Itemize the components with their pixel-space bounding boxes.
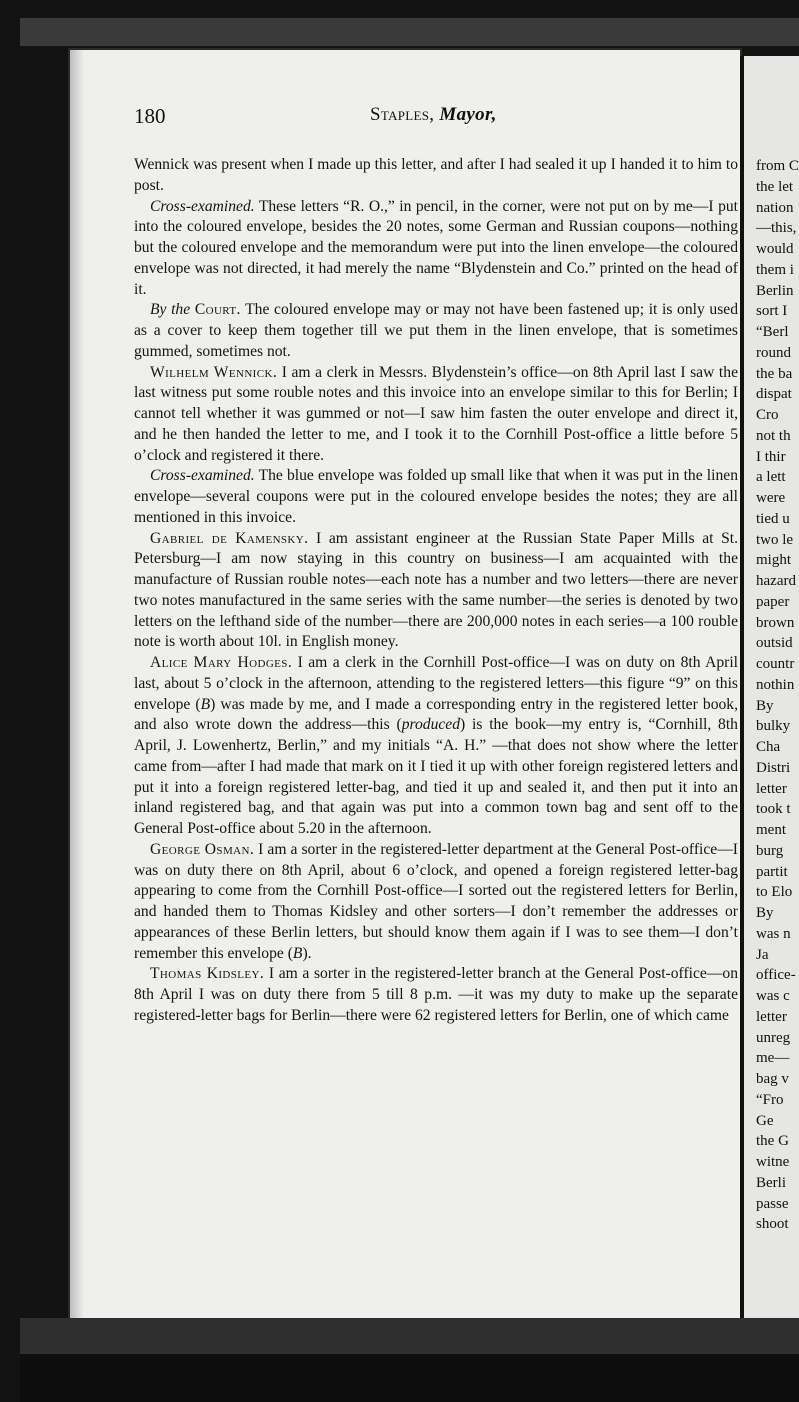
facing-page-line: Distri <box>756 759 791 776</box>
facing-page-line: unreg <box>756 1029 791 1046</box>
witness-name: Wilhelm Wennick. <box>150 363 278 381</box>
paragraph-text: I am a sorter in the registered-letter branch at the General Post-office—on 8th April I was on duty there from 5 till 8 p.m. —it was my duty to make up the separate registered-letter bags for Berlin—there were 62 registered letters for Berlin, one of which came <box>134 965 738 1024</box>
facing-page-line: the G <box>756 1133 789 1150</box>
witness-name: George Osman. <box>150 840 255 858</box>
exhibit-mark: B <box>200 695 211 713</box>
paragraph-text: I am a sorter in the registered-letter department at the General Post-office—I was on duty there on 8th April, about 6 o’clock, and opened a foreign registered letter-bag appearing to come from the Cornhill Post-office—I sorted out the registered letters for Berlin, and handed them to Thomas Kidsley and other sorters—I don’t remember the addresses or appearances of these Berlin letters, but should know them again if I was to see them—I don’t remember this envelope ( <box>134 840 738 962</box>
facing-page-line: was c <box>756 988 790 1004</box>
paragraph-witness-hodges <box>134 653 738 840</box>
page-number: 180 <box>134 104 166 128</box>
facing-page-line: —this, <box>756 220 797 237</box>
cross-examined-label: Cross-examined. <box>150 197 255 215</box>
running-head-name: Staples, <box>370 104 435 125</box>
facing-page-line: sort I <box>756 303 788 320</box>
paragraph-cross-examination <box>134 197 738 301</box>
facing-page-line: not th <box>756 427 791 444</box>
facing-page-line: countr <box>756 656 795 672</box>
court-label: Court. <box>194 301 241 319</box>
witness-name: Thomas Kidsley. <box>150 965 265 983</box>
facing-page-line: ment <box>756 822 786 838</box>
facing-page-line: bag v <box>756 1071 789 1087</box>
paragraph-text: ) was made by me, and I made a corresponding entry in the registered letter book, and also wrote down the address—this ( <box>134 695 738 734</box>
paragraph-cross-examination <box>134 466 738 528</box>
facing-page-line: the ba <box>756 365 793 382</box>
produced-mark: produced <box>401 716 461 734</box>
facing-page-line: shoot <box>756 1216 789 1233</box>
facing-page-text <box>744 156 799 1235</box>
facing-page-line: were <box>756 490 786 506</box>
facing-page-line: them i <box>756 261 794 278</box>
facing-page-edge <box>740 56 799 1318</box>
facing-page-line: letter <box>756 1008 787 1025</box>
facing-page-line: By <box>756 697 774 714</box>
facing-page-line: to Elo <box>756 884 793 901</box>
facing-page-line: hazard <box>756 573 796 589</box>
spine-shadow <box>70 50 84 1318</box>
facing-page-line: would <box>756 241 794 257</box>
page-header <box>134 104 734 134</box>
paragraph-text: The blue envelope was folded up small like that when it was put in the linen envelope—several coupons were put in the coloured envelope besides the notes; they are all mentioned in this invoice. <box>134 467 738 526</box>
facing-page-line: letter <box>756 780 787 797</box>
facing-page-line: me— <box>756 1050 790 1067</box>
facing-page-line: Ja <box>756 946 769 963</box>
facing-page-line: brown <box>756 614 795 631</box>
facing-page-line: “Fro <box>756 1091 784 1108</box>
facing-page-line: witne <box>756 1154 790 1170</box>
paragraph-text: ) is the book—my entry is, “Cornhill, 8th April, J. Lowenhertz, Berlin,” and my initials “A. H.” —that does not show where the letter came from—after I had made that mark on it I tied it up with other foreign registered letters and put it into a foreign registered letter-bag, and tied it up and sealed it, and then put it into an inland registered bag, and that again was put into a common town bag and sent off to the General Post-office about 5.20 in the afternoon. <box>134 716 738 837</box>
witness-name: Alice Mary Hodges. <box>150 654 293 671</box>
paragraph-text: I am a clerk in the Cornhill Post-office—I was on duty on 8th April last, about 5 o’clock in the afternoon, attending to the registered letters—this figure “9” on this envelope ( <box>134 654 739 713</box>
facing-page-line: burg <box>756 842 784 859</box>
facing-page-line: Berlin <box>756 282 794 299</box>
paragraph-text: These letters “R. O.,” in pencil, in the corner, were not put on by me—I put into the coloured envelope, besides the 20 notes, some German and Russian coupons—nothing but the coloured envelope and the memorandum were put into the linen envelope—the coloured envelope was not directed, it had merely the name “Blydenstein and Co.” printed on the head of it. <box>134 197 738 298</box>
facing-page-line: two le <box>756 531 794 548</box>
paragraph-text: The coloured envelope may or may not have been fastened up; it is only used as a cover to keep them together till we put them in the linen envelope, that is sometimes gummed, sometimes not. <box>134 301 739 360</box>
facing-page-line: was n <box>756 925 791 942</box>
book-edge-top <box>20 18 799 46</box>
facing-page-line: nation <box>756 199 794 216</box>
paragraph-witness-kidsley <box>134 964 738 1026</box>
facing-page-line: Cro <box>756 407 779 423</box>
paragraph-witness-wennick <box>134 363 738 467</box>
facing-page-line: the let <box>756 178 794 195</box>
facing-page-line: nothin <box>756 676 795 693</box>
facing-page-line: outsid <box>756 635 793 652</box>
facing-page-line: “Berl <box>756 324 789 340</box>
exhibit-mark: B <box>292 944 303 962</box>
facing-page-line: bulky <box>756 718 791 735</box>
paragraph-by-the-court <box>134 300 738 362</box>
facing-page-line: paper <box>756 593 790 610</box>
facing-page-line: Ge <box>756 1112 774 1129</box>
cross-examined-label: Cross-examined. <box>150 467 255 485</box>
facing-page-line: office- <box>756 967 796 984</box>
scan-bottom <box>20 1354 799 1402</box>
facing-page-line: might <box>756 552 792 569</box>
paragraph-witness-kamensky <box>134 529 738 654</box>
facing-page-line: By <box>756 905 774 921</box>
facing-page-line: round <box>756 344 791 361</box>
book-edge-bottom <box>20 1318 799 1354</box>
by-the-label: By the <box>150 301 191 319</box>
facing-page-line: from C <box>756 158 799 174</box>
facing-page-line: Cha <box>756 739 781 755</box>
paragraph-text: ). <box>302 944 312 962</box>
facing-page-line: a lett <box>756 469 786 486</box>
paragraph-text: Wennick was present when I made up this letter, and after I had sealed it up I handed it to him to post. <box>134 156 738 194</box>
running-head <box>370 104 497 126</box>
facing-page-line: dispat <box>756 386 792 403</box>
page-body <box>134 155 738 1027</box>
facing-page-line: partit <box>756 863 788 880</box>
paragraph-text: I am assistant engineer at the Russian State Paper Mills at St. Petersburg—I am now staying in this country on business—I am acquainted with the manufacture of Russian rouble notes—each note has a number and two letters—there are never two notes manufactured in the same series with the same number—the series is denoted by two letters on the lefthand side of the number—there are 200,000 notes in each series—a 100 rouble note is worth about 10l. in English money. <box>134 529 738 651</box>
paragraph-witness-osman <box>134 840 738 965</box>
paragraph-continuation <box>134 155 738 197</box>
facing-page-line: I thir <box>756 448 786 465</box>
facing-page-line: Berli <box>756 1174 786 1191</box>
facing-page-line: tied u <box>756 510 790 527</box>
paragraph-text: I am a clerk in Messrs. Blydenstein’s office—on 8th April last I saw the last witness put some rouble notes and this invoice into an envelope similar to this for Berlin; I cannot tell whether it was gummed or not—I saw him fasten the outer envelope and direct it, and he then handed the letter to me, and I took it to the Cornhill Post-office a little before 5 o’clock and registered it there. <box>134 363 738 464</box>
witness-name: Gabriel de Kamensky. <box>150 529 309 547</box>
running-head-title: Mayor, <box>439 104 497 125</box>
facing-page-line: passe <box>756 1195 789 1212</box>
facing-page-line: took t <box>756 801 791 818</box>
